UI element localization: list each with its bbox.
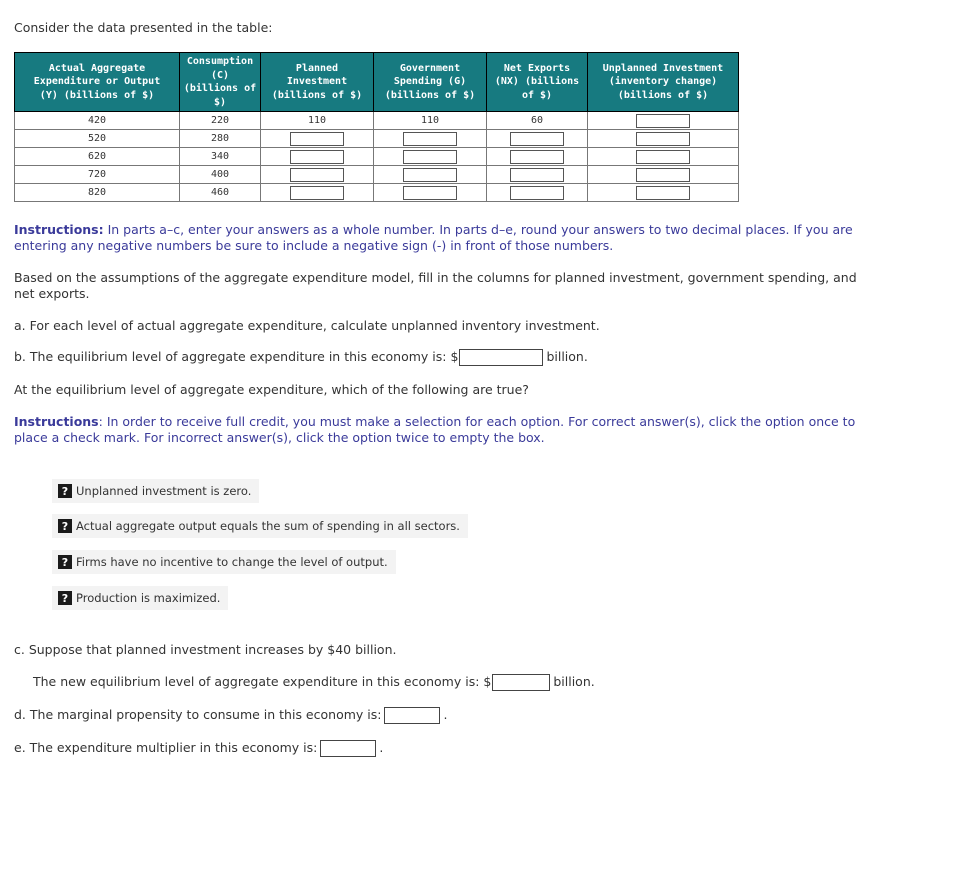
cell-government-spending bbox=[374, 166, 487, 184]
option-output-equals-spending[interactable] bbox=[52, 514, 468, 538]
unplanned-investment-input[interactable] bbox=[636, 150, 690, 164]
header-actual-aggregate: Actual Aggregate Expenditure or Output (Y) (billions of $) bbox=[15, 53, 180, 112]
unplanned-investment-input[interactable] bbox=[636, 168, 690, 182]
header-government-spending: Government Spending (G) (billions of $) bbox=[374, 53, 487, 112]
part-b-prefix: b. The equilibrium level of aggregate expenditure in this economy is: $ bbox=[14, 349, 459, 364]
cell-consumption: 460 bbox=[180, 184, 261, 202]
part-b-suffix: billion. bbox=[546, 349, 588, 364]
government-spending-input[interactable] bbox=[403, 150, 457, 164]
cell-planned-investment bbox=[261, 184, 374, 202]
cell-government-spending: 110 bbox=[374, 112, 487, 130]
net-exports-input[interactable] bbox=[510, 186, 564, 200]
part-c-suffix: billion. bbox=[553, 674, 595, 689]
cell-government-spending bbox=[374, 184, 487, 202]
part-c-prefix: The new equilibrium level of aggregate expenditure in this economy is: $ bbox=[33, 674, 492, 689]
unplanned-investment-input[interactable] bbox=[636, 114, 690, 128]
question-mark-icon: ? bbox=[58, 519, 72, 533]
option-production-maximized[interactable] bbox=[52, 586, 228, 610]
part-d-prefix: d. The marginal propensity to consume in this economy is: bbox=[14, 707, 382, 722]
header-net-exports: Net Exports (NX) (billions of $) bbox=[487, 53, 588, 112]
cell-unplanned-investment bbox=[588, 130, 739, 148]
part-c bbox=[33, 674, 883, 691]
part-e-suffix: . bbox=[379, 740, 384, 755]
header-consumption: Consumption (C) (billions of $) bbox=[180, 53, 261, 112]
government-spending-input[interactable] bbox=[403, 132, 457, 146]
question-text: At the equilibrium level of aggregate expenditure, which of the following are true? bbox=[14, 382, 529, 397]
cell-net-exports bbox=[487, 166, 588, 184]
part-a-text: a. For each level of actual aggregate expenditure, calculate unplanned inventory investment. bbox=[14, 318, 600, 333]
cell-net-exports: 60 bbox=[487, 112, 588, 130]
table-row bbox=[15, 130, 739, 148]
cell-net-exports bbox=[487, 130, 588, 148]
question-mark-icon: ? bbox=[58, 484, 72, 498]
header-unplanned-investment: Unplanned Investment (inventory change) (billions of $) bbox=[588, 53, 739, 112]
cell-government-spending bbox=[374, 130, 487, 148]
part-e-prefix: e. The expenditure multiplier in this economy is: bbox=[14, 740, 318, 755]
table-row bbox=[15, 166, 739, 184]
planned-investment-input[interactable] bbox=[290, 150, 344, 164]
cell-output: 520 bbox=[15, 130, 180, 148]
new-equilibrium-input[interactable] bbox=[492, 674, 550, 691]
net-exports-input[interactable] bbox=[510, 168, 564, 182]
cell-unplanned-investment bbox=[588, 112, 739, 130]
instructions-selection: Instructions: In order to receive full credit, you must make a selection for each option. For correct answer(s), click the option once to place a check mark. For incorrect answer(s), click the option twice to empty the box. bbox=[14, 414, 856, 445]
cell-output: 620 bbox=[15, 148, 180, 166]
header-planned-investment: Planned Investment (billions of $) bbox=[261, 53, 374, 112]
instructions-grading: Instructions: In parts a–c, enter your answers as a whole number. In parts d–e, round your answers to two decimal places. If you are entering any negative numbers be sure to include a negative sign (-) in front of those numbers. bbox=[14, 222, 853, 253]
option-unplanned-investment-zero[interactable] bbox=[52, 479, 259, 503]
government-spending-input[interactable] bbox=[403, 186, 457, 200]
net-exports-input[interactable] bbox=[510, 132, 564, 146]
cell-consumption: 280 bbox=[180, 130, 261, 148]
cell-planned-investment bbox=[261, 130, 374, 148]
cell-output: 820 bbox=[15, 184, 180, 202]
part-d-suffix: . bbox=[443, 707, 448, 722]
cell-unplanned-investment bbox=[588, 148, 739, 166]
government-spending-input[interactable] bbox=[403, 168, 457, 182]
table-row bbox=[15, 148, 739, 166]
unplanned-investment-input[interactable] bbox=[636, 132, 690, 146]
intro-text: Consider the data presented in the table: bbox=[14, 20, 273, 35]
unplanned-investment-input[interactable] bbox=[636, 186, 690, 200]
table-row bbox=[15, 184, 739, 202]
question-mark-icon: ? bbox=[58, 555, 72, 569]
cell-planned-investment bbox=[261, 166, 374, 184]
table-row bbox=[15, 112, 739, 130]
part-e bbox=[14, 740, 864, 757]
cell-planned-investment: 110 bbox=[261, 112, 374, 130]
option-label: Production is maximized. bbox=[76, 591, 221, 605]
cell-consumption: 400 bbox=[180, 166, 261, 184]
net-exports-input[interactable] bbox=[510, 150, 564, 164]
option-no-incentive[interactable] bbox=[52, 550, 396, 574]
option-label: Firms have no incentive to change the level of output. bbox=[76, 555, 388, 569]
option-label: Unplanned investment is zero. bbox=[76, 484, 252, 498]
option-label: Actual aggregate output equals the sum of spending in all sectors. bbox=[76, 519, 460, 533]
equilibrium-input[interactable] bbox=[459, 349, 543, 366]
cell-consumption: 340 bbox=[180, 148, 261, 166]
cell-net-exports bbox=[487, 184, 588, 202]
cell-output: 720 bbox=[15, 166, 180, 184]
cell-planned-investment bbox=[261, 148, 374, 166]
planned-investment-input[interactable] bbox=[290, 132, 344, 146]
cell-government-spending bbox=[374, 148, 487, 166]
multiplier-input[interactable] bbox=[320, 740, 376, 757]
assumptions-text: Based on the assumptions of the aggregate expenditure model, fill in the columns for planned investment, government spending, and net exports. bbox=[14, 270, 857, 301]
cell-net-exports bbox=[487, 148, 588, 166]
planned-investment-input[interactable] bbox=[290, 168, 344, 182]
part-b bbox=[14, 349, 864, 366]
question-mark-icon: ? bbox=[58, 591, 72, 605]
part-d bbox=[14, 707, 864, 724]
mpc-input[interactable] bbox=[384, 707, 440, 724]
planned-investment-input[interactable] bbox=[290, 186, 344, 200]
part-c-text: c. Suppose that planned investment increases by $40 billion. bbox=[14, 642, 397, 657]
cell-unplanned-investment bbox=[588, 184, 739, 202]
data-table bbox=[14, 52, 739, 202]
cell-unplanned-investment bbox=[588, 166, 739, 184]
cell-output: 420 bbox=[15, 112, 180, 130]
cell-consumption: 220 bbox=[180, 112, 261, 130]
